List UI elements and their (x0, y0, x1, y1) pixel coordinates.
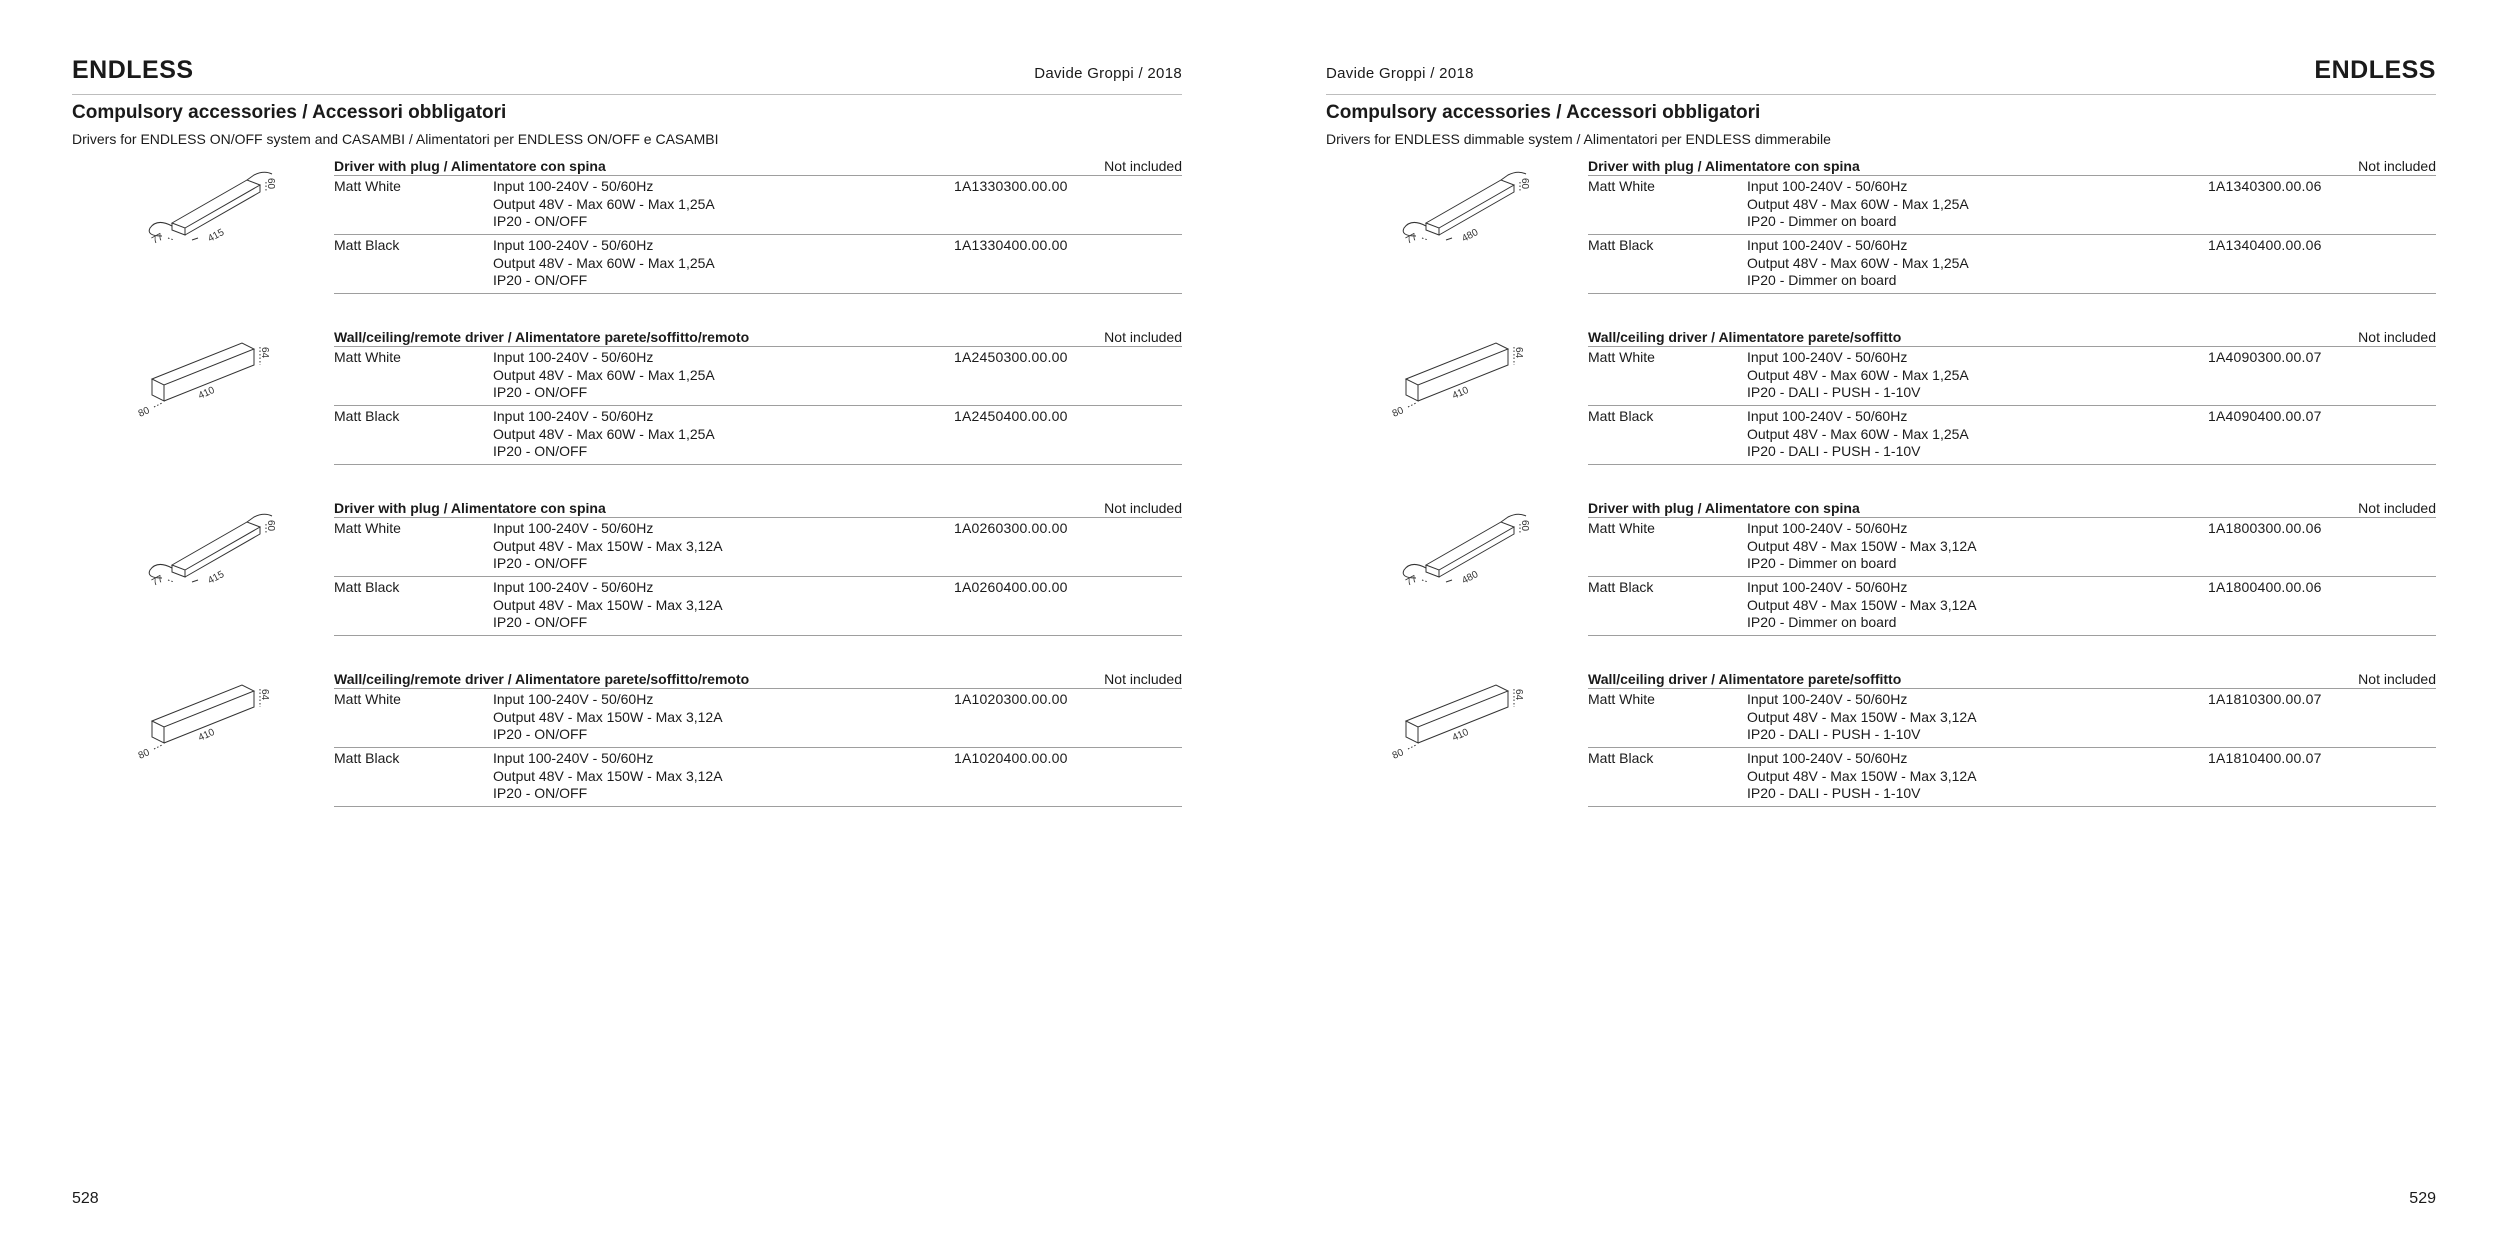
driver-table (334, 158, 1182, 294)
finish-name: Matt Black (334, 579, 400, 595)
product-code: 1A1800400.00.06 (2208, 579, 2322, 595)
spec-lines (1747, 408, 1969, 461)
group-title-row (334, 329, 1182, 346)
spec-lines (493, 750, 723, 803)
spec-line: Output 48V - Max 150W - Max 3,12A (493, 596, 723, 613)
finish-name: Matt Black (1588, 750, 1654, 766)
spec-line: Input 100-240V - 50/60Hz (493, 178, 654, 194)
spec-line: IP20 - DALI - PUSH - 1-10V (1747, 384, 1921, 400)
finish-name: Matt White (334, 178, 401, 194)
row-divider (334, 293, 1182, 294)
table-row (334, 176, 1182, 234)
spec-lines (493, 579, 723, 632)
row-divider (334, 806, 1182, 807)
dimension-label: 77 (1404, 573, 1420, 589)
spec-line: IP20 - DALI - PUSH - 1-10V (1747, 443, 1921, 459)
product-code: 1A0260400.00.00 (954, 579, 1068, 595)
product-code: 1A1020300.00.00 (954, 691, 1068, 707)
dimension-label: 60 (1519, 178, 1530, 190)
spec-line: Input 100-240V - 50/60Hz (493, 691, 654, 707)
product-code: 1A1340300.00.06 (2208, 178, 2322, 194)
table-row (1588, 176, 2436, 234)
spec-line: Input 100-240V - 50/60Hz (1747, 349, 1908, 365)
product-code: 1A2450300.00.00 (954, 349, 1068, 365)
dimension-label: 64 (1513, 347, 1524, 359)
page-left (72, 0, 1182, 1250)
product-code: 1A1330400.00.00 (954, 237, 1068, 253)
spec-lines (493, 520, 723, 573)
table-row (1588, 689, 2436, 747)
included-status: Not included (1104, 329, 1182, 345)
spec-lines (1747, 237, 1969, 290)
spec-line: IP20 - ON/OFF (493, 213, 588, 229)
spec-line: Input 100-240V - 50/60Hz (1747, 408, 1908, 424)
driver-group (1326, 329, 2436, 479)
spec-line: Input 100-240V - 50/60Hz (493, 349, 654, 365)
spec-line: Output 48V - Max 150W - Max 3,12A (493, 537, 723, 554)
product-code: 1A1800300.00.06 (2208, 520, 2322, 536)
group-title: Driver with plug / Alimentatore con spina (1588, 158, 1860, 174)
table-row (334, 748, 1182, 806)
spec-line: IP20 - ON/OFF (493, 384, 588, 400)
group-title: Wall/ceiling/remote driver / Alimentatore parete/soffitto/remoto (334, 671, 750, 687)
dimension-label: 410 (196, 726, 217, 744)
group-title-row (1588, 671, 2436, 688)
product-code: 1A4090400.00.07 (2208, 408, 2322, 424)
row-divider (1588, 293, 2436, 294)
finish-name: Matt Black (334, 237, 400, 253)
driver-table (1588, 500, 2436, 636)
spec-line: Output 48V - Max 150W - Max 3,12A (493, 708, 723, 725)
dimension-label: 64 (1513, 689, 1524, 701)
brand-name: ENDLESS (2314, 56, 2436, 84)
section-subtitle: Drivers for ENDLESS ON/OFF system and CASAMBI / Alimentatori per ENDLESS ON/OFF e CASAMBI (72, 131, 719, 147)
section-title: Compulsory accessories / Accessori obbligatori (72, 102, 507, 123)
group-title-row (334, 500, 1182, 517)
product-code: 1A0260300.00.00 (954, 520, 1068, 536)
driver-wall-drawing (1386, 329, 1536, 419)
driver-wall-drawing (132, 329, 282, 419)
plug-driver-icon (1386, 500, 1536, 590)
spec-lines (1747, 520, 1977, 573)
product-code: 1A1020400.00.00 (954, 750, 1068, 766)
header-rule (72, 94, 1182, 95)
finish-name: Matt White (1588, 520, 1655, 536)
dimension-label: 410 (1450, 726, 1471, 744)
finish-name: Matt Black (1588, 408, 1654, 424)
group-title: Wall/ceiling/remote driver / Alimentatore parete/soffitto/remoto (334, 329, 750, 345)
product-code: 1A1330300.00.00 (954, 178, 1068, 194)
author-year: Davide Groppi / 2018 (1326, 65, 1474, 82)
wall-driver-icon (1386, 329, 1536, 419)
group-title: Wall/ceiling driver / Alimentatore parete/soffitto (1588, 671, 1902, 687)
finish-name: Matt White (334, 691, 401, 707)
group-title: Driver with plug / Alimentatore con spina (1588, 500, 1860, 516)
driver-table (1588, 671, 2436, 807)
brand-name: ENDLESS (72, 56, 194, 84)
driver-table (334, 671, 1182, 807)
product-code: 1A4090300.00.07 (2208, 349, 2322, 365)
finish-name: Matt White (334, 520, 401, 536)
group-title-row (334, 158, 1182, 175)
dimension-label: 415 (206, 227, 227, 245)
spec-line: Input 100-240V - 50/60Hz (1747, 237, 1908, 253)
included-status: Not included (1104, 671, 1182, 687)
table-row (1588, 518, 2436, 576)
table-row (1588, 235, 2436, 293)
spec-lines (1747, 691, 1977, 744)
driver-plug-drawing (1386, 158, 1536, 248)
driver-group (1326, 500, 2436, 650)
spec-line: IP20 - ON/OFF (493, 555, 588, 571)
spec-line: Input 100-240V - 50/60Hz (493, 408, 654, 424)
table-row (334, 518, 1182, 576)
plug-driver-icon (132, 500, 282, 590)
dimension-label: 64 (259, 689, 270, 701)
spec-line: Output 48V - Max 60W - Max 1,25A (1747, 425, 1969, 442)
dimension-label: 80 (1390, 405, 1406, 419)
product-code: 1A1810300.00.07 (2208, 691, 2322, 707)
wall-driver-icon (1386, 671, 1536, 761)
table-row (334, 235, 1182, 293)
spec-line: Output 48V - Max 60W - Max 1,25A (1747, 254, 1969, 271)
spec-line: Output 48V - Max 150W - Max 3,12A (1747, 767, 1977, 784)
group-title: Wall/ceiling driver / Alimentatore parete/soffitto (1588, 329, 1902, 345)
table-row (1588, 406, 2436, 464)
group-title-row (334, 671, 1182, 688)
spec-line: Output 48V - Max 150W - Max 3,12A (493, 767, 723, 784)
table-row (1588, 347, 2436, 405)
product-code: 1A1340400.00.06 (2208, 237, 2322, 253)
product-code: 1A1810400.00.07 (2208, 750, 2322, 766)
finish-name: Matt Black (1588, 579, 1654, 595)
spec-line: Output 48V - Max 60W - Max 1,25A (1747, 366, 1969, 383)
driver-wall-drawing (132, 671, 282, 761)
table-row (334, 347, 1182, 405)
row-divider (1588, 464, 2436, 465)
wall-driver-icon (132, 329, 282, 419)
driver-group (72, 329, 1182, 479)
dimension-label: 64 (259, 347, 270, 359)
finish-name: Matt Black (1588, 237, 1654, 253)
table-row (334, 577, 1182, 635)
spec-line: Output 48V - Max 60W - Max 1,25A (493, 425, 715, 442)
finish-name: Matt Black (334, 408, 400, 424)
row-divider (334, 464, 1182, 465)
dimension-label: 80 (136, 747, 152, 761)
spec-line: IP20 - Dimmer on board (1747, 614, 1897, 630)
spec-line: IP20 - Dimmer on board (1747, 555, 1897, 571)
dimension-label: 80 (136, 405, 152, 419)
section-title: Compulsory accessories / Accessori obbligatori (1326, 102, 1761, 123)
included-status: Not included (2358, 500, 2436, 516)
spec-line: Output 48V - Max 60W - Max 1,25A (493, 254, 715, 271)
product-code: 1A2450400.00.00 (954, 408, 1068, 424)
driver-table (334, 500, 1182, 636)
spec-line: Output 48V - Max 150W - Max 3,12A (1747, 708, 1977, 725)
header-rule (1326, 94, 2436, 95)
page-right (1326, 0, 2436, 1250)
spec-line: Output 48V - Max 60W - Max 1,25A (1747, 195, 1969, 212)
driver-group (1326, 158, 2436, 308)
spec-line: IP20 - ON/OFF (493, 726, 588, 742)
group-title-row (1588, 329, 2436, 346)
table-row (1588, 748, 2436, 806)
plug-driver-icon (1386, 158, 1536, 248)
driver-plug-drawing (1386, 500, 1536, 590)
spec-lines (1747, 178, 1969, 231)
dimension-label: 77 (150, 231, 166, 247)
group-title: Driver with plug / Alimentatore con spina (334, 158, 606, 174)
spec-line: IP20 - Dimmer on board (1747, 213, 1897, 229)
group-title-row (1588, 500, 2436, 517)
dimension-label: 480 (1460, 569, 1481, 587)
dimension-label: 60 (1519, 520, 1530, 532)
finish-name: Matt White (1588, 691, 1655, 707)
included-status: Not included (1104, 500, 1182, 516)
section-subtitle: Drivers for ENDLESS dimmable system / Alimentatori per ENDLESS dimmerabile (1326, 131, 1831, 147)
driver-plug-drawing (132, 158, 282, 248)
dimension-label: 480 (1460, 227, 1481, 245)
spec-lines (1747, 579, 1977, 632)
included-status: Not included (1104, 158, 1182, 174)
author-year: Davide Groppi / 2018 (1034, 65, 1182, 82)
plug-driver-icon (132, 158, 282, 248)
page-number: 528 (72, 1190, 99, 1207)
row-divider (1588, 635, 2436, 636)
driver-plug-drawing (132, 500, 282, 590)
row-divider (334, 635, 1182, 636)
finish-name: Matt Black (334, 750, 400, 766)
spec-line: Output 48V - Max 150W - Max 3,12A (1747, 596, 1977, 613)
spec-lines (493, 408, 715, 461)
dimension-label: 60 (265, 520, 276, 532)
spec-line: Input 100-240V - 50/60Hz (493, 750, 654, 766)
dimension-label: 77 (1404, 231, 1420, 247)
spec-line: Input 100-240V - 50/60Hz (1747, 520, 1908, 536)
spec-lines (493, 178, 715, 231)
included-status: Not included (2358, 329, 2436, 345)
spec-lines (493, 237, 715, 290)
spec-line: IP20 - ON/OFF (493, 443, 588, 459)
driver-table (1588, 158, 2436, 294)
spec-line: Output 48V - Max 150W - Max 3,12A (1747, 537, 1977, 554)
spec-lines (493, 691, 723, 744)
dimension-label: 80 (1390, 747, 1406, 761)
dimension-label: 415 (206, 569, 227, 587)
spec-line: IP20 - DALI - PUSH - 1-10V (1747, 785, 1921, 801)
spec-line: IP20 - ON/OFF (493, 785, 588, 801)
spec-lines (493, 349, 715, 402)
page-number: 529 (2409, 1190, 2436, 1207)
dimension-label: 410 (1450, 384, 1471, 402)
spec-line: Input 100-240V - 50/60Hz (493, 237, 654, 253)
spec-line: IP20 - ON/OFF (493, 614, 588, 630)
table-row (1588, 577, 2436, 635)
spec-line: Input 100-240V - 50/60Hz (493, 579, 654, 595)
dimension-label: 410 (196, 384, 217, 402)
spec-line: IP20 - Dimmer on board (1747, 272, 1897, 288)
driver-wall-drawing (1386, 671, 1536, 761)
driver-table (1588, 329, 2436, 465)
spec-line: Input 100-240V - 50/60Hz (1747, 691, 1908, 707)
finish-name: Matt White (334, 349, 401, 365)
driver-group (1326, 671, 2436, 821)
group-title-row (1588, 158, 2436, 175)
spec-line: Output 48V - Max 60W - Max 1,25A (493, 195, 715, 212)
spec-lines (1747, 349, 1969, 402)
finish-name: Matt White (1588, 349, 1655, 365)
driver-group (72, 671, 1182, 821)
spec-line: Input 100-240V - 50/60Hz (1747, 579, 1908, 595)
spec-line: Input 100-240V - 50/60Hz (1747, 750, 1908, 766)
spec-line: Output 48V - Max 60W - Max 1,25A (493, 366, 715, 383)
row-divider (1588, 806, 2436, 807)
spec-line: IP20 - DALI - PUSH - 1-10V (1747, 726, 1921, 742)
spec-line: Input 100-240V - 50/60Hz (493, 520, 654, 536)
table-row (334, 689, 1182, 747)
dimension-label: 60 (265, 178, 276, 190)
driver-table (334, 329, 1182, 465)
driver-group (72, 158, 1182, 308)
table-row (334, 406, 1182, 464)
spec-lines (1747, 750, 1977, 803)
finish-name: Matt White (1588, 178, 1655, 194)
group-title: Driver with plug / Alimentatore con spina (334, 500, 606, 516)
spec-line: Input 100-240V - 50/60Hz (1747, 178, 1908, 194)
spec-line: IP20 - ON/OFF (493, 272, 588, 288)
dimension-label: 77 (150, 573, 166, 589)
included-status: Not included (2358, 158, 2436, 174)
driver-group (72, 500, 1182, 650)
included-status: Not included (2358, 671, 2436, 687)
wall-driver-icon (132, 671, 282, 761)
